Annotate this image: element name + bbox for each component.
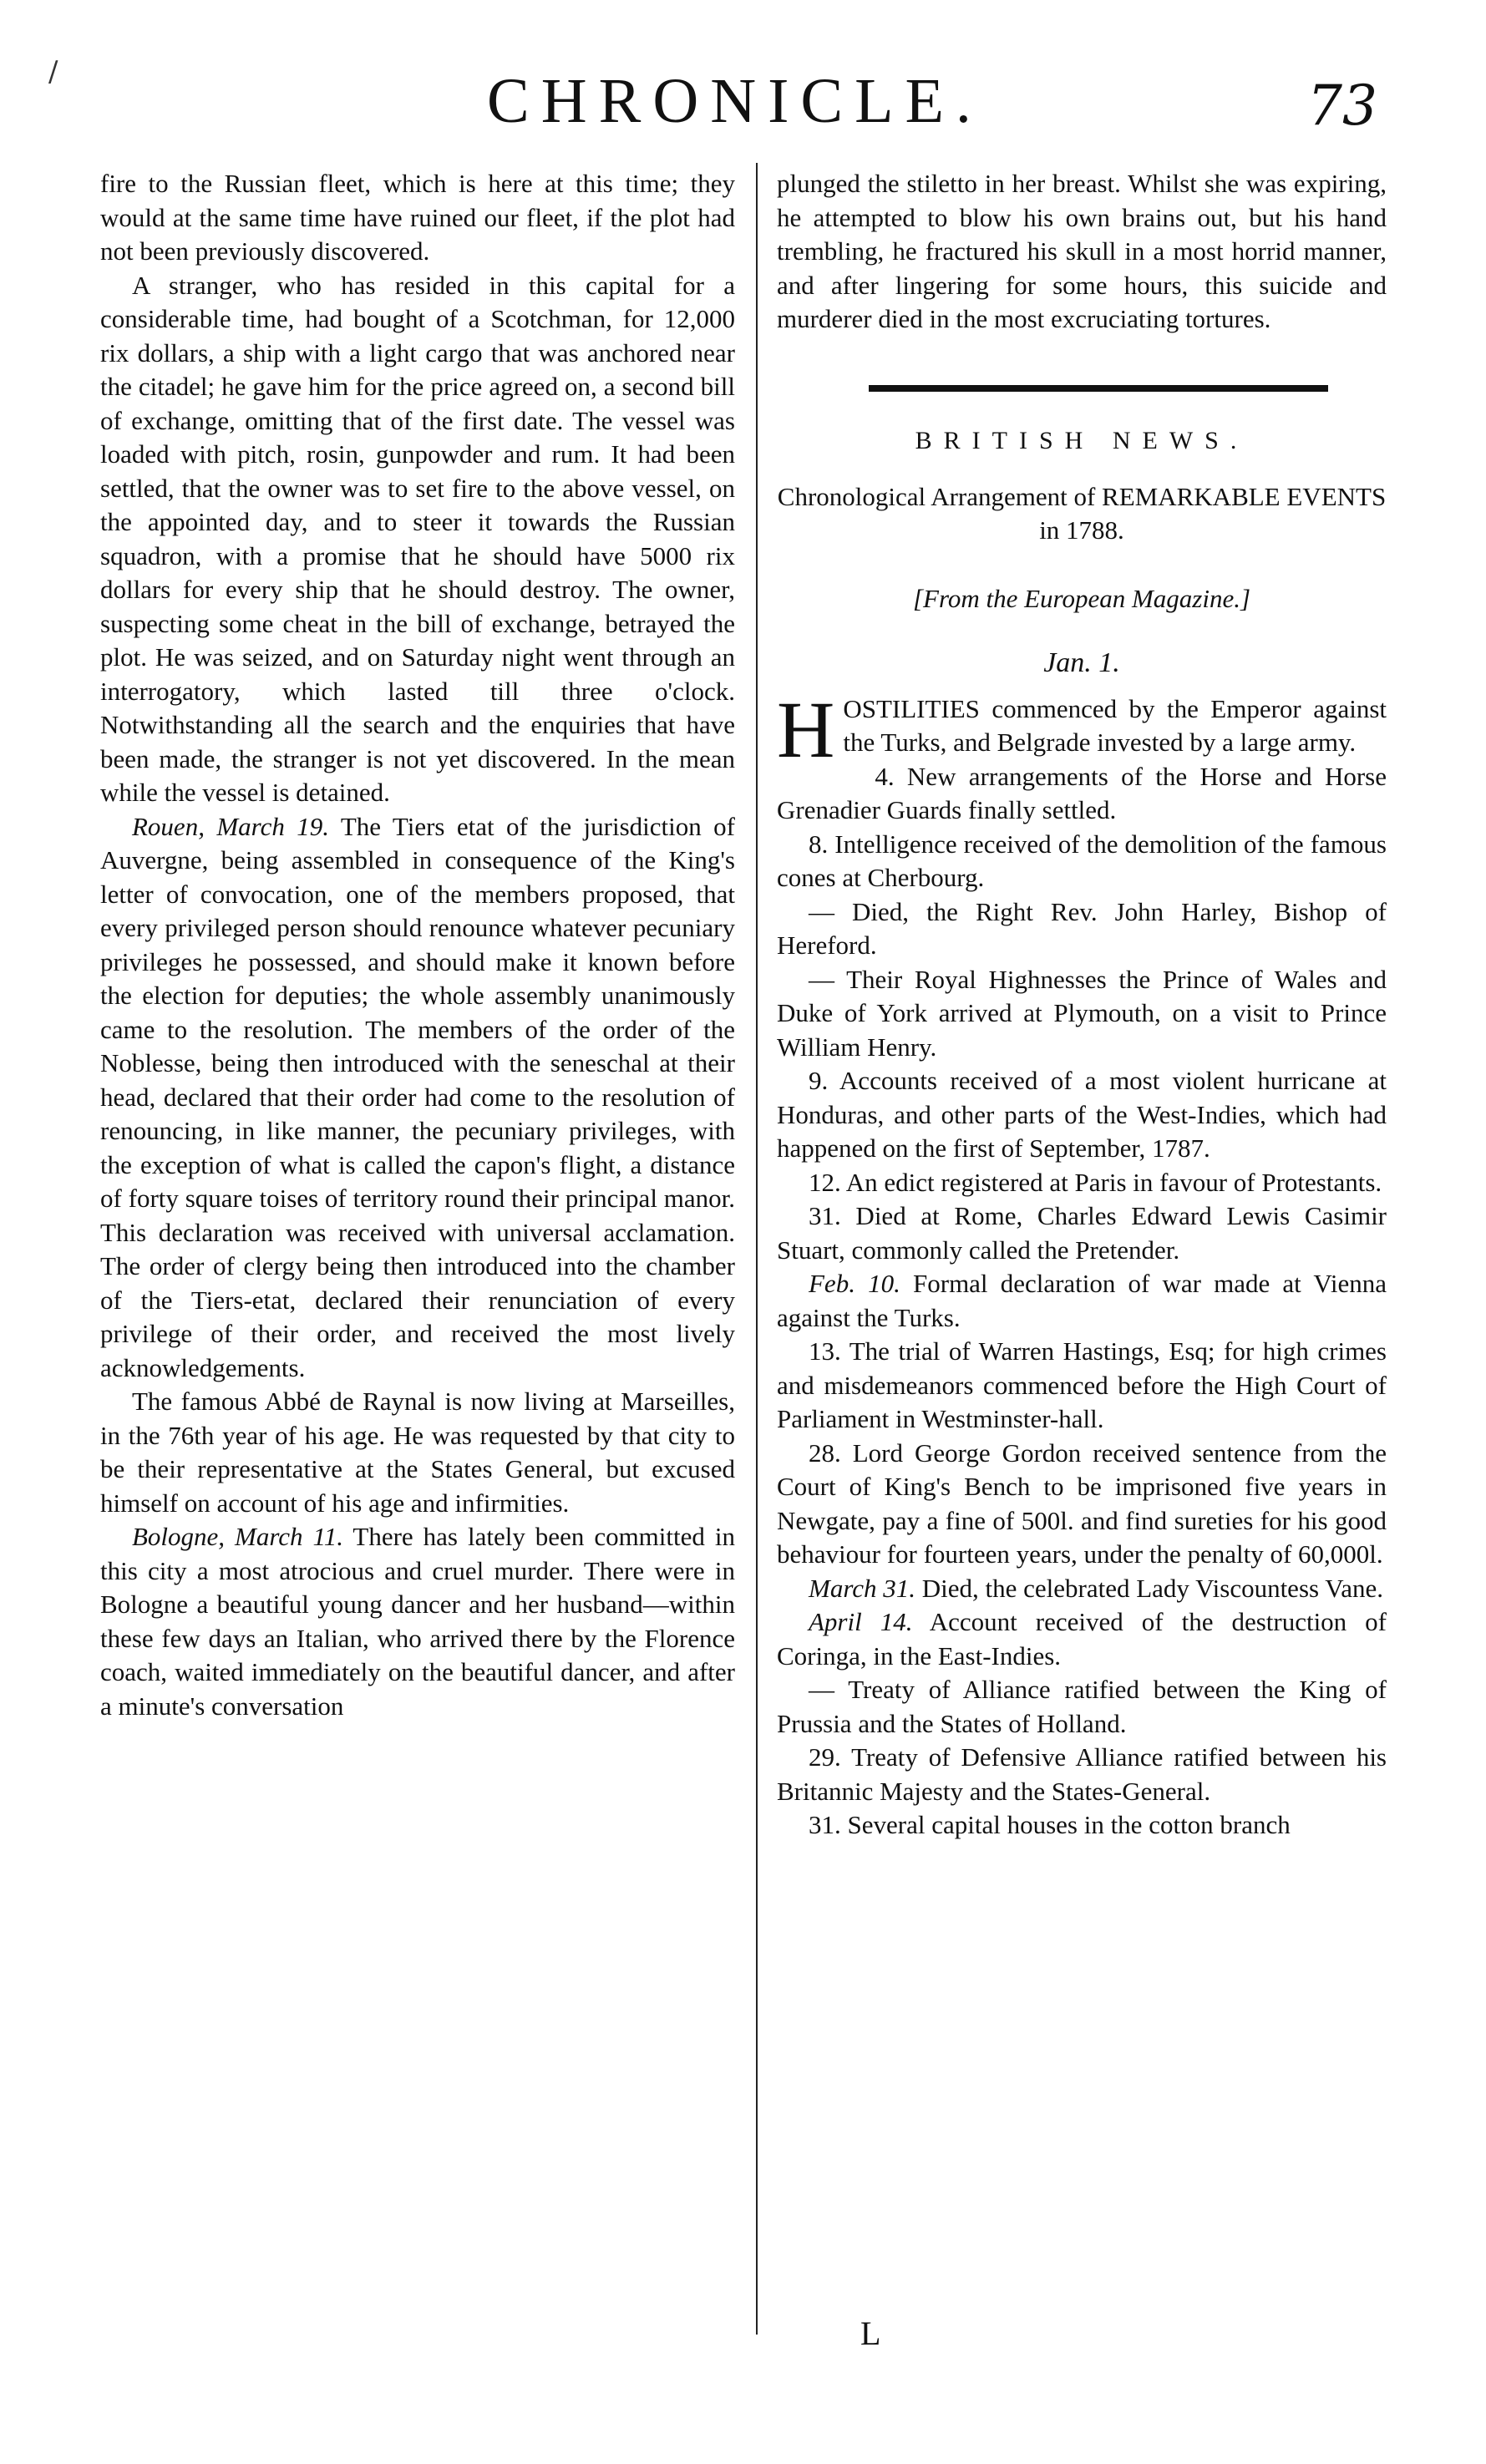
list-item: 28. Lord George Gordon received sentence from the Court of King's Bench to be imprisoned five years in Newgate, pay a fine of 500l. and find sureties for his good behaviour for fourteen years, under the penalty of 60,000l. xyxy=(777,1437,1387,1569)
list-item: 29. Treaty of Defensive Alliance ratified between his Britannic Majesty and the States-General. xyxy=(777,1742,1387,1806)
signature-mark: L xyxy=(860,2314,881,2352)
column-divider xyxy=(756,163,758,2335)
dateline: Rouen, March 19. xyxy=(132,811,329,841)
list-item: 4. New arrangements of the Horse and Horse Grenadier Guards finally settled. xyxy=(777,761,1387,824)
list-item: 31. Several capital houses in the cotton branch xyxy=(809,1810,1291,1839)
list-item: — Died, the Right Rev. John Harley, Bishop of Hereford. xyxy=(777,896,1387,960)
paragraph: A stranger, who has resided in this capital for a considerable time, had bought of a Scotchman, for 12,000 rix dollars, a ship with a light cargo that was anchored near the citadel; he gave him for the price agreed on, a second bill of exchange, omitting that of the first date. The vessel was loaded with pitch, rosin, gunpowder and rum. It had been settled, that the owner was to set fire to the above vessel, on the appointed day, and to steer it towards the Russian squadron, with a promise that he should have 5000 rix dollars for every ship that he should destroy. The owner, suspecting some cheat in the bill of exchange, betrayed the plot. He was seized, and on Saturday night went through an interrogatory, which lasted till three o'clock. Notwithstanding all the search and the enquiries that have been made, the stranger is not yet discovered. In the mean while the vessel is detained. xyxy=(100,270,735,807)
paragraph: Bologne, March 11. There has lately been committed in this city a most atrocious and cruel murder. There were in Bologne a beautiful young dancer and her husband—within these few days an Italian, who arrived there by the Florence coach, waited immediately on the beautiful dancer, and after a minute's conversation xyxy=(100,1522,735,1721)
page-number: 73 xyxy=(1307,74,1377,138)
section-subtitle: Chronological Arrangement of REMARKABLE EVENTS in 1788. xyxy=(777,481,1387,545)
paragraph: plunged the stiletto in her breast. Whilst she was expiring, he attempted to blow his own brains out, but his hand trembling, he fractured his skull in a most horrid manner, and after lingering for some hours, this suicide and murderer died in the most excruciating tortures. xyxy=(777,169,1387,333)
paragraph: fire to the Russian fleet, which is here at this time; they would at the same time have ruined our fleet, if the plot had not been previously discovered. xyxy=(100,169,735,266)
list-item: 8. Intelligence received of the demolition of the famous cones at Cherbourg. xyxy=(777,829,1387,892)
right-column xyxy=(777,167,1387,1843)
list-item: 13. The trial of Warren Hastings, Esq; for high crimes and misdemeanors commenced before the High Court of Parliament in Westminster-hall. xyxy=(777,1336,1387,1433)
section-source: [From the European Magazine.] xyxy=(912,583,1251,613)
list-item: Feb. 10. Formal declaration of war made at Vienna against the Turks. xyxy=(777,1269,1387,1332)
section-divider xyxy=(869,385,1328,392)
running-title: CHRONICLE. xyxy=(487,66,983,136)
paragraph: Rouen, March 19. The Tiers etat of the jurisdiction of Auvergne, being assembled in consequence of the King's letter of convocation, one of the members proposed, that every privileged person should renounce whatever pecuniary privileges he possessed, and should make it known before the election for deputies; the whole assembly unanimously came to the resolution. The members of the order of the Noblesse, being then introduced with the seneschal at their head, declared that their order had come to the resolution of renouncing, in like manner, the pecuniary privileges, with the exception of what is called the capon's flight, a distance of forty square toises of territory round their principal manor. This declaration was received with universal acclamation. The order of clergy being then introduced into the chamber of the Tiers-etat, declared their renunciation of every privilege of their order, and received the most lively acknowledgements. xyxy=(100,811,735,1382)
list-item: — Their Royal Highnesses the Prince of Wales and Duke of York arrived at Plymouth, on a visit to Prince William Henry. xyxy=(777,964,1387,1062)
list-item: 12. An edict registered at Paris in favour of Protestants. xyxy=(809,1167,1382,1197)
list-item: — Treaty of Alliance ratified between the King of Prussia and the States of Holland. xyxy=(777,1675,1387,1738)
entry-list xyxy=(777,760,1387,1843)
section-title: BRITISH NEWS. xyxy=(915,426,1249,454)
left-column xyxy=(100,167,735,1723)
dateline: Bologne, March 11. xyxy=(132,1522,343,1551)
first-entry: HOSTILITIES commenced by the Emperor against the Turks, and Belgrade invested by a large army. xyxy=(777,684,1387,774)
paragraph: The famous Abbé de Raynal is now living at Marseilles, in the 76th year of his age. He was requested by that city to be their representative at the States General, but excused himself on account of his age and infirmities. xyxy=(100,1387,735,1518)
list-item: March 31. Died, the celebrated Lady Viscountess Vane. xyxy=(809,1573,1383,1603)
list-item: 31. Died at Rome, Charles Edward Lewis Casimir Stuart, commonly called the Pretender. xyxy=(777,1201,1387,1265)
drop-cap: H xyxy=(777,684,835,774)
list-item: April 14. Account received of the destruction of Coringa, in the East-Indies. xyxy=(777,1607,1387,1671)
date-heading: Jan. 1. xyxy=(1043,646,1120,678)
margin-mark: / xyxy=(48,55,58,89)
list-item: 9. Accounts received of a most violent hurricane at Honduras, and other parts of the West-Indies, which had happened on the first of September, 1787. xyxy=(777,1066,1387,1163)
